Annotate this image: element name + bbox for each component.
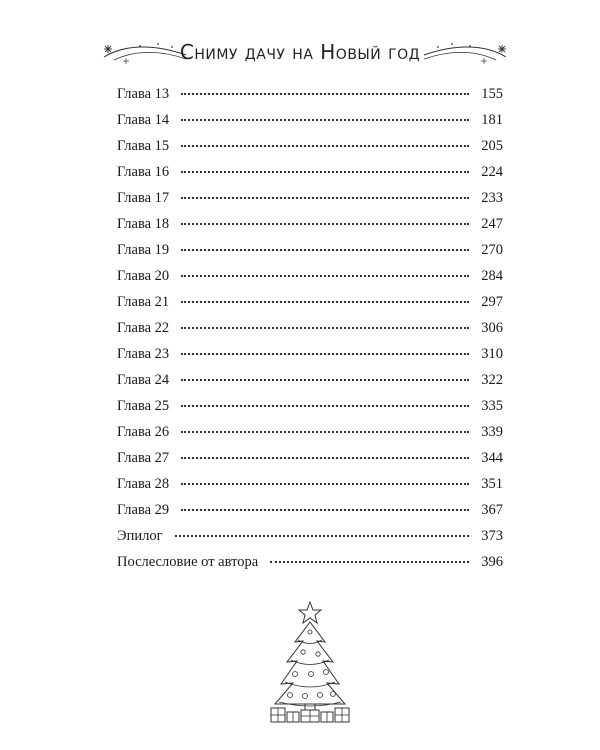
toc-entry-title: Глава 15 (117, 138, 170, 154)
toc-page-number: 310 (481, 346, 503, 362)
toc-entry-title: Глава 25 (117, 398, 170, 414)
snowflake-flourish-icon (420, 40, 510, 66)
toc-page-number: 205 (481, 138, 503, 154)
toc-entry-title: Глава 22 (117, 320, 170, 336)
toc-entry[interactable] (117, 138, 503, 164)
toc-entry-title: Глава 29 (117, 502, 170, 518)
dot-leader (181, 222, 469, 225)
toc-page-number: 322 (481, 372, 503, 388)
toc-entry[interactable] (117, 242, 503, 268)
dot-leader (181, 326, 469, 329)
toc-page-number: 306 (481, 320, 503, 336)
toc-entry-title: Глава 14 (117, 112, 170, 128)
toc-entry-title: Глава 27 (117, 450, 170, 466)
dot-leader (270, 560, 469, 563)
toc-entry[interactable] (117, 554, 503, 580)
toc-entry[interactable] (117, 320, 503, 346)
dot-leader (181, 300, 469, 303)
toc-entry[interactable] (117, 398, 503, 424)
dot-leader (181, 482, 469, 485)
toc-entry[interactable] (117, 528, 503, 554)
toc-page-number: 344 (481, 450, 503, 466)
dot-leader (175, 534, 469, 537)
dot-leader (181, 404, 469, 407)
toc-page-number: 155 (481, 86, 503, 102)
dot-leader (181, 352, 469, 355)
toc-entry-title: Глава 18 (117, 216, 170, 232)
running-title: Сниму дачу на Новый год (179, 40, 421, 64)
toc-entry-title: Глава 23 (117, 346, 170, 362)
toc-entry[interactable] (117, 372, 503, 398)
toc-entry[interactable] (117, 268, 503, 294)
dot-leader (181, 274, 469, 277)
toc-entry[interactable] (117, 86, 503, 112)
toc-entry[interactable] (117, 112, 503, 138)
dot-leader (181, 196, 469, 199)
toc-entry[interactable] (117, 424, 503, 450)
toc-entry-title: Глава 20 (117, 268, 170, 284)
toc-page-number: 247 (481, 216, 503, 232)
dot-leader (181, 170, 469, 173)
toc-entry[interactable] (117, 164, 503, 190)
toc-entry[interactable] (117, 476, 503, 502)
toc-page-number: 351 (481, 476, 503, 492)
dot-leader (181, 378, 469, 381)
toc-entry-title: Послесловие от автора (117, 554, 259, 570)
toc-page-number: 233 (481, 190, 503, 206)
toc-entry-title: Глава 13 (117, 86, 170, 102)
toc-page-number: 224 (481, 164, 503, 180)
toc-page-number: 181 (481, 112, 503, 128)
dot-leader (181, 456, 469, 459)
toc-entry-title: Глава 19 (117, 242, 170, 258)
page-header (0, 34, 600, 74)
toc-page-number: 284 (481, 268, 503, 284)
toc-entry-title: Глава 16 (117, 164, 170, 180)
toc-entry[interactable] (117, 216, 503, 242)
toc-entry-title: Глава 21 (117, 294, 170, 310)
toc-entry[interactable] (117, 294, 503, 320)
toc-entry[interactable] (117, 346, 503, 372)
christmas-tree-icon (265, 600, 355, 725)
toc-entry-title: Эпилог (117, 528, 163, 544)
dot-leader (181, 430, 469, 433)
toc-entry-title: Глава 24 (117, 372, 170, 388)
toc-page-number: 297 (481, 294, 503, 310)
toc-page-number: 335 (481, 398, 503, 414)
toc-entry[interactable] (117, 450, 503, 476)
toc-entry-title: Глава 28 (117, 476, 170, 492)
dot-leader (181, 248, 469, 251)
toc-page-number: 270 (481, 242, 503, 258)
toc-page-number: 339 (481, 424, 503, 440)
dot-leader (181, 92, 469, 95)
toc-entry-title: Глава 26 (117, 424, 170, 440)
toc-page-number: 396 (481, 554, 503, 570)
toc-page-number: 373 (481, 528, 503, 544)
toc-entry[interactable] (117, 502, 503, 528)
dot-leader (181, 144, 469, 147)
toc-entry-title: Глава 17 (117, 190, 170, 206)
toc-page-number: 367 (481, 502, 503, 518)
table-of-contents (117, 86, 503, 580)
toc-entry[interactable] (117, 190, 503, 216)
dot-leader (181, 118, 469, 121)
dot-leader (181, 508, 469, 511)
